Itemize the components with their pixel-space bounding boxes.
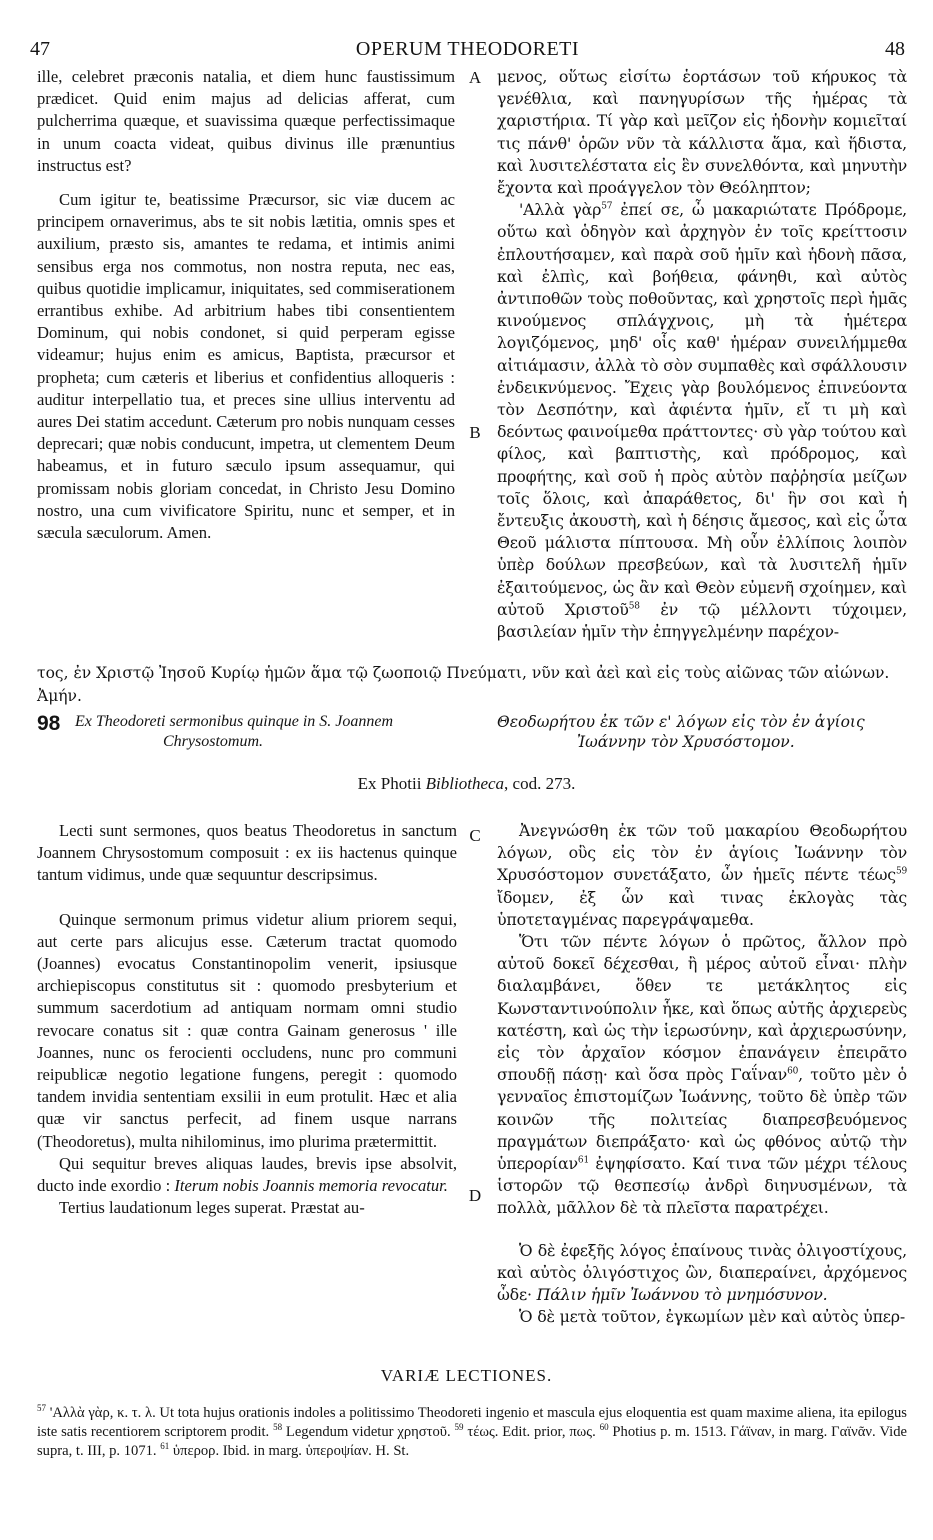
source-line: Ex Photii Bibliotheca, cod. 273.	[357, 774, 576, 793]
latin-section-title: Ex Theodoreti sermonibus quinque in S. Joannem Chrysostomum.	[75, 713, 394, 750]
latin-paragraph: Qui sequitur breves aliquas laudes, brevis ipse absolvit, ducto inde exordio : Iterum nobis Joannis memoria revocatur.	[37, 1153, 457, 1196]
note-ref: 61	[577, 1155, 589, 1166]
note-ref: 57	[601, 201, 613, 212]
page-header	[30, 38, 905, 64]
running-title: OPERUM THEODORETI	[355, 38, 580, 60]
note-ref: 59	[895, 867, 907, 878]
greek-paragraph: 'Αλλὰ γὰρ$^{57}$ ἐπεί σε, ὦ μακαριώτατε Πρόδρομε, οὕτω καὶ ὁδηγὸν καὶ ἀρχηγὸν ἐν τοῖς κρείττοσιν ἐπλουτήσαμεν, καὶ παρὰ σοῦ ἡμῖν καὶ ἡδονὴ πᾶσα, καὶ ἐλπὶς, καὶ βοήθεια, φάνηθι, καὶ αὐτὸς ἀντιποθῶν τοὺς ποθοῦντας, καὶ χρηστοῖς περὶ ἡμᾶς κινούμενος σπλάγχνοις, μὴ τὰ ἡμέτερα λογιζόμενος, μηδ' οἷς καθ' ἡμέραν συνειλήμμεθα αἰτιάμασιν, ἀλλὰ τὸ σὸν συμπαθὲς καὶ σφάλλουσιν ἐνδεικνύμενος. Ἔχεις γὰρ βουλόμενος ἐπινεύοντα τὸν Δεσπότην, καὶ ἀφιέντα ἡμῖν, εἴ τι μὴ καὶ δεόντως φαινοίμεθα πράττοντες· σὺ γὰρ τούτου καὶ φίλος, καὶ βαπτιστὴς, καὶ πρόδρομος, καὶ προφήτης, καὶ σοῦ ἡ πρὸς αὐτὸν παῤῥησία μείζων τοῖς ὅλοις, καὶ ἀπαράθετος, δι' ἣν σοι καὶ ἡ ἔντευξις ἀκουστὴ, καὶ ἡ δέησις ἄμεσος, καὶ εἰς ὦτα Θεοῦ μάλιστα πίπτουσα. Μὴ οὖν ἐλλίποις λοιπὸν ὑπὲρ δούλων πρεσβεύων, καὶ τὰ λυσιτελῆ ἡμῖν ἐξαιτούμενος, ὡς ἂν καὶ Θεὸν εὐμενῆ σχοίημεν, καὶ αὐτοῦ Χριστοῦ$^{58}$ ἐν τῷ μέλλοντι τύχοιμεν, βασιλείαν ἡμῖν τὴν ἐπηγγελμένην παρέχον-	[497, 200, 907, 642]
margin-letter-d: D	[468, 1186, 482, 1205]
latin-paragraph: ille, celebret præconis natalia, et diem hunc faustissimum prædicet. Quid enim majus ad delicias afferat, cum pulcherrima quæque, et suavissima quæque perfectissimaque in unum coacta videat, quibus divinus ille prænuntius instructus est?	[37, 67, 455, 175]
latin-paragraph: Tertius laudationum leges superat. Præstat au-	[59, 1198, 365, 1218]
greek-paragraph: Ὁ δὲ ἐφεξῆς λόγος ἐπαίνους τινὰς ὀλιγοστίχους, καὶ αὐτὸς ὀλιγόστιχος ὢν, διαπεραίνει, ἀρχόμενος ὧδε· Πάλιν ἡμῖν Ἰωάννου τὸ μνημόσυνον.	[497, 1240, 907, 1305]
variae-lectiones-notes: $^{57}$ 'Αλλὰ γὰρ, κ. τ. λ. Ut tota hujus orationis indoles a politissimo Theodoreti ingenio et mascula ejus eloquentia est quam maxime aliena, ita epilogus iste satis recentiorem scriptorem prodit. $^{58}$ Legendum videtur χρηστοῦ. $^{59}$ τέως. Edit. prior, πως. $^{60}$ Photius p. m. 1513. Γάϊναν, in marg. Γαϊνᾶν. Vide supra, t. III, p. 1071. $^{61}$ ὑπερορ. Ibid. in marg. ὑπεροψίαν. H. St.	[37, 1403, 907, 1459]
page-number-right: 48	[885, 38, 905, 60]
section-heading	[37, 712, 907, 758]
greek-column-bottom	[497, 820, 907, 1328]
latin-column-bottom	[37, 820, 457, 1219]
greek-paragraph: Ἀνεγνώσθη ἐκ τῶν τοῦ μακαρίου Θεοδωρήτου λόγων, οὓς εἰς τὸν ἐν ἁγίοις Ἰωάννην τὸν Χρυσόστομον συνετάξατο, ὧν ἡμεῖς πέντε τέως$^{59}$ ἴδομεν, ἐξ ὧν καὶ τινας ἐκλογὰς τὰς ὑποτεταγμένας παρεγράψαμεθα.	[497, 821, 907, 929]
page-number-left: 47	[30, 38, 50, 60]
greek-paragraph: Ὁ δὲ μετὰ τοῦτον, ἐγκωμίων μὲν καὶ αὐτὸς ὑπερ-	[519, 1307, 905, 1327]
variae-lectiones-heading: VARIÆ LECTIONES.	[380, 1366, 553, 1385]
latin-column-top	[37, 66, 455, 544]
latin-paragraph: Lecti sunt sermones, quos beatus Theodoretus in sanctum Joannem Chrysostomum composuit : ex iis hactenus quinque tantum vidimus, unde quæ sequuntur descripsimus.	[37, 821, 457, 885]
greek-paragraph: Ὅτι τῶν πέντε λόγων ὁ πρῶτος, ἄλλον πρὸ αὐτοῦ δοκεῖ δέχεσθαι, ἢ μέρος αὐτοῦ εἶναι· πλὴν διαλαμβάνει, ὅθεν τε μετάκλητος εἰς Κωνσταντινούπολιν ἧκε, καὶ ὅπως αὐτῆς ἀρχιερεὺς κατέστη, καὶ ὡς τὴν ἱερωσύνην, καὶ ἀρχιερωσύνην, εἰς τὸν ἀρχαῖον κόσμον ἐπανάγειν ἐπειρᾶτο σπουδῇ πάσῃ· καὶ ὅσα πρὸς Γαΐναν$^{60}$, τοῦτο μὲν ὁ γενναῖος ἐπιστομίζων Ἰωάννης, τοῦτο δὲ ὑπὲρ τῶν κοινῶν τῆς πολιτείας διαπρεσβευόμενος πραγμάτων διεπράξατο· καὶ ὡς φθόνος αὐτῷ τὴν ὑπερορίαν$^{61}$ ἐψηφίσατο. Καί τινα τῶν μέχρι τέλους ἱστορῶν τῷ θεσπεσίῳ ἀνδρὶ διηνυσμένων, τὰ πολλὰ, μᾶλλον δὲ τὰ πλεῖστα παρατρέχει.	[497, 932, 907, 1218]
margin-letter-a: A	[468, 68, 482, 87]
greek-column-top	[497, 66, 907, 643]
note-ref: 58	[628, 601, 640, 612]
greek-continuation: τος, ἐν Χριστῷ Ἰησοῦ Κυρίῳ ἡμῶν ἅμα τῷ ζωοποιῷ Πνεύματι, νῦν καὶ ἀεὶ καὶ εἰς τοὺς αἰῶνας τῶν αἰώνων. Ἀμήν.	[37, 664, 890, 705]
note-ref: 60	[787, 1066, 799, 1077]
section-number: 98	[37, 712, 61, 735]
greek-paragraph: μενος, οὕτως εἰσίτω ἑορτάσων τοῦ κήρυκος τὰ γενέθλια, καὶ πανηγυρίσων τῆς ἡμέρας τὰ χαριστήρια. Τί γὰρ καὶ μεῖζον εἰς ἡδονὴν κομιεῖταί τις πάνθ' ὁρῶν νῦν τὰ κάλλιστα ἅμα, καὶ ἥδιστα, καὶ λυσιτελέστατα εἰς ἓν συνελθόντα, καὶ μηνυτὴν ἔχοντα καὶ προάγγελον τὸν Θεόληπτον;	[497, 67, 907, 198]
margin-letter-c: C	[469, 826, 481, 845]
latin-paragraph: Quinque sermonum primus videtur alium priorem sequi, aut certe pars alicujus esse. Cæterum tractat quomodo (Joannes) evocatus Constantinopolim venerit, ipsiusque archiepiscopus constitutus sit : quomodo presbyterium et summum sacerdotium ad antiquam normam omni studio revocare conatus sit : quæ contra Gainam generosus ' ille Joannes, nunc os ferocienti occludens, nunc pro communi reipublicæ negotio legatione fungens, peregit : quomodo tandem invidia sententiam exsilii in eum protulit. Hæc et alia quæ vir sanctus perfecit, ad finem usque narrans (Theodoretus), multa nihilominus, imo plurima prætermittit.	[37, 909, 457, 1151]
latin-paragraph: Cum igitur te, beatissime Præcursor, sic viæ ducem ac principem ornaverimus, abs te sit nobis lætitia, omnis spes et auxilium, præsto sis, amantes te redama, et intimis animi sensibus erga nos commotus, non nostra reputa, nec eas, quibus quotidie implicamur, iniquitates, sed commiserationem errantibus exhibe. Ad arbitrium habes tibi consentientem Dominum, qui nobis condonet, si quid perperam egisse videamur; hujus enim es amicus, Baptista, præcursor et propheta; cum cæteris et liberius et confidentius alloqueris : auditur interpellatio tua, et preces sine ullius interventu ad aures Dei statim accedunt. Cæterum pro nobis nunquam cesses deprecari; quæ nobis conducunt, impetra, ut clementem Deum habeamus, et in futuro sæculo ipsum assequamur, qui promissam nobis gloriam concedat, in Christo Jesu Domino nostro, una cum vivificatore Spiritu, nunc et semper, et in sæcula sæculorum. Amen.	[37, 190, 455, 543]
greek-section-title: Θεοδωρήτου ἐκ τῶν ε' λόγων εἰς τὸν ἐν ἁγίοις Ἰωάννην τὸν Χρυσόστομον.	[497, 713, 865, 751]
margin-letter-b: B	[469, 423, 481, 442]
